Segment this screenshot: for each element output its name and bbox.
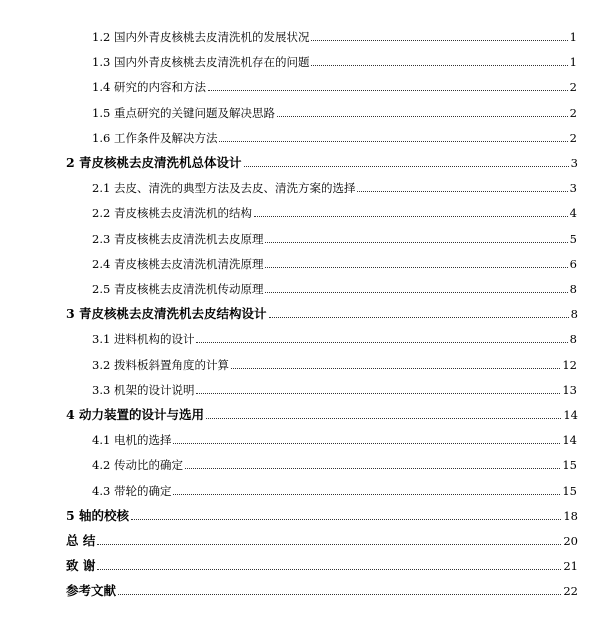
toc-entry-title: 3.2 拨料板斜置角度的计算 [92,357,229,372]
toc-section-entry[interactable] [92,278,577,296]
toc-section-entry[interactable] [92,429,577,447]
toc-section-entry[interactable] [92,228,577,246]
toc-page-number: 3 [570,156,578,170]
toc-entry-title: 1.4 研究的内容和方法 [92,80,206,95]
toc-section-entry[interactable] [92,76,577,94]
toc-entry-title: 4.3 带轮的确定 [92,483,172,498]
toc-section-entry[interactable] [92,127,577,145]
toc-entry-title: 2.1 去皮、清洗的典型方法及去皮、清洗方案的选择 [92,181,356,196]
toc-dot-leader [311,39,567,41]
toc-section-entry[interactable] [92,253,577,271]
toc-dot-leader [254,215,568,217]
toc-dot-leader [265,241,567,243]
toc-dot-leader [97,543,561,545]
toc-page-number: 13 [562,382,577,397]
toc-entry-title: 3.1 进料机构的设计 [92,332,195,347]
toc-page-number: 12 [562,357,577,372]
toc-entry-title: 1.3 国内外青皮核桃去皮清洗机存在的问题 [92,55,310,70]
toc-dot-leader [265,291,567,293]
toc-section-entry[interactable] [92,26,577,44]
toc-chapter-entry[interactable] [66,152,578,170]
toc-section-entry[interactable] [92,379,577,397]
toc-entry-title: 3.3 机架的设计说明 [92,382,195,397]
toc-section-entry[interactable] [92,102,577,120]
toc-entry-title: 致 谢 [66,558,96,574]
toc-page-number: 2 [569,80,577,95]
toc-section-entry[interactable] [92,202,577,220]
toc-section-entry[interactable] [92,177,577,195]
toc-dot-leader [311,64,567,66]
toc-entry-title: 5 轴的校核 [66,507,130,523]
toc-entry-title: 1.6 工作条件及解决方法 [92,130,218,145]
toc-dot-leader [231,367,560,369]
toc-entry-title: 3 青皮核桃去皮清洗机去皮结构设计 [66,306,267,322]
toc-entry-title: 2.3 青皮核桃去皮清洗机去皮原理 [92,231,264,246]
toc-entry-title: 1.5 重点研究的关键问题及解决思路 [92,105,275,120]
toc-section-entry[interactable] [92,51,577,69]
toc-page-number: 4 [569,206,577,221]
toc-chapter-entry[interactable] [66,530,578,548]
toc-page-number: 6 [569,256,577,271]
toc-page-number: 20 [563,534,578,548]
toc-entry-title: 总 结 [66,533,96,548]
toc-dot-leader [196,341,567,343]
toc-entry-title: 4.1 电机的选择 [92,433,172,448]
toc-page-number: 2 [569,130,577,145]
toc-dot-leader [244,165,569,167]
toc-dot-leader [219,140,567,142]
toc-dot-leader [206,417,561,419]
toc-page-number: 18 [563,508,578,523]
toc-dot-leader [173,493,560,495]
toc-dot-leader [196,392,560,394]
toc-page-number: 3 [569,181,577,196]
toc-dot-leader [357,190,567,192]
toc-page-number: 21 [563,559,578,574]
toc-chapter-entry[interactable] [66,303,578,321]
toc-page-number: 15 [562,458,577,473]
toc-dot-leader [97,568,561,570]
toc-dot-leader [277,115,568,117]
toc-dot-leader [208,89,568,91]
toc-section-entry[interactable] [92,354,577,372]
toc-page-number: 8 [569,332,577,347]
toc-dot-leader [185,467,560,469]
toc-page-number: 22 [563,584,578,599]
toc-dot-leader [269,316,569,318]
toc-chapter-entry[interactable] [66,404,578,422]
toc-dot-leader [131,518,561,520]
toc-entry-title: 2.4 青皮核桃去皮清洗机清洗原理 [92,256,264,271]
toc-entry-title: 4.2 传动比的确定 [92,458,183,473]
toc-section-entry[interactable] [92,454,577,472]
toc-dot-leader [265,266,567,268]
toc-page-number: 15 [562,483,577,498]
toc-section-entry[interactable] [92,480,577,498]
toc-page-number: 8 [570,307,578,322]
toc-entry-title: 2 青皮核桃去皮清洗机总体设计 [66,155,242,170]
toc-page-number: 2 [569,105,577,120]
toc-chapter-entry[interactable] [66,555,578,573]
toc-chapter-entry[interactable] [66,580,578,598]
toc-dot-leader [173,442,560,444]
toc-page-number: 1 [569,55,577,70]
toc-page-number: 5 [569,231,577,246]
toc-page-number: 14 [562,433,577,448]
toc-entry-title: 4 动力装置的设计与选用 [66,407,205,422]
toc-section-entry[interactable] [92,328,577,346]
toc-page-number: 8 [569,282,577,296]
toc-chapter-entry[interactable] [66,505,578,523]
toc-entry-title: 2.5 青皮核桃去皮清洗机传动原理 [92,282,264,296]
toc-entry-title: 2.2 青皮核桃去皮清洗机的结构 [92,206,252,221]
toc-page-number: 14 [563,408,578,422]
toc-entry-title: 1.2 国内外青皮核桃去皮清洗机的发展状况 [92,30,310,44]
toc-page-number: 1 [569,30,577,44]
toc-entry-title: 参考文献 [66,583,117,599]
toc-dot-leader [118,593,561,595]
